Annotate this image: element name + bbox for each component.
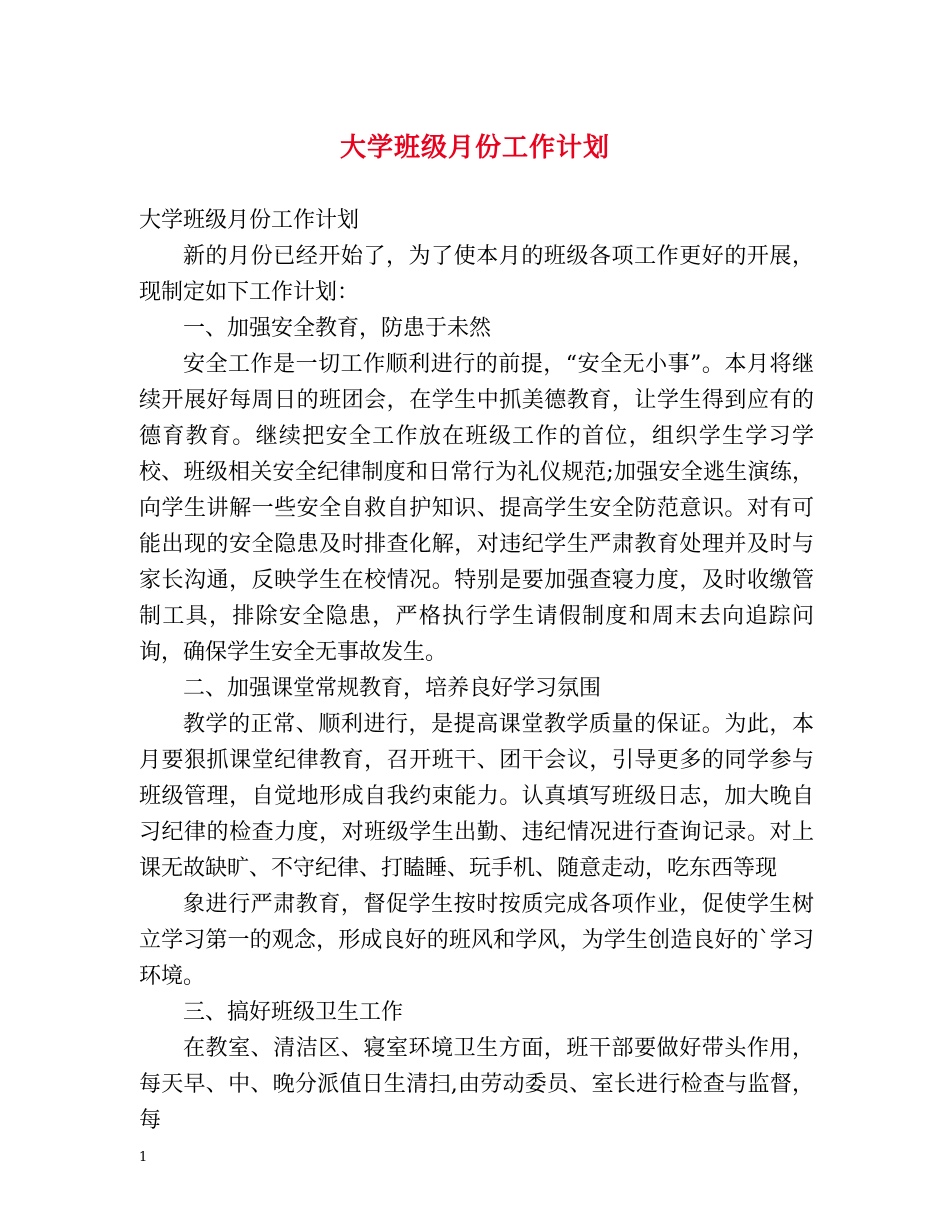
section-heading-classroom: 二、加强课堂常规教育，培养良好学习氛围 — [183, 676, 602, 701]
section-heading-safety: 一、加强安全教育，防患于未然 — [183, 316, 492, 341]
page-number: 1 — [139, 1150, 148, 1165]
section-heading-hygiene: 三、搞好班级卫生工作 — [183, 1000, 404, 1025]
document-title: 大学班级月份工作计划 — [339, 133, 610, 163]
hygiene-paragraph: 在教室、清洁区、寝室环境卫生方面，班干部要做好带头作用，每天早、中、晚分派值日生清扫,由劳动委员、室长进行检查与监督，每 — [139, 1036, 814, 1133]
document-body — [139, 203, 814, 1139]
intro-paragraph: 新的月份已经开始了，为了使本月的班级各项工作更好的开展，现制定如下工作计划： — [139, 244, 814, 305]
subtitle-paragraph: 大学班级月份工作计划 — [139, 208, 360, 233]
classroom-paragraph: 教学的正常、顺利进行，是提高课堂教学质量的保证。为此，本月要狠抓课堂纪律教育，召开班干、团干会议，引导更多的同学参与班级管理，自觉地形成自我约束能力。认真填写班级日志，加大晚自习纪律的检查力度，对班级学生出勤、违纪情况进行查询记录。对上课无故缺旷、不守纪律、打瞌睡、玩手机、随意走动，吃东西等现 — [139, 712, 814, 881]
classroom-paragraph-continued: 象进行严肃教育，督促学生按时按质完成各项作业，促使学生树立学习第一的观念，形成良好的班风和学风，为学生创造良好的`学习环境。 — [139, 892, 814, 989]
safety-paragraph: 安全工作是一切工作顺利进行的前提，“安全无小事”。本月将继续开展好每周日的班团会，在学生中抓美德教育，让学生得到应有的德育教育。继续把安全工作放在班级工作的首位，组织学生学习学校、班级相关安全纪律制度和日常行为礼仪规范;加强安全逃生演练，向学生讲解一些安全自救自护知识、提高学生安全防范意识。对有可能出现的安全隐患及时排查化解，对违纪学生严肃教育处理并及时与家长沟通，反映学生在校情况。特别是要加强查寝力度，及时收缴管制工具，排除安全隐患，严格执行学生请假制度和周末去向追踪问询，确保学生安全无事故发生。 — [139, 352, 814, 665]
